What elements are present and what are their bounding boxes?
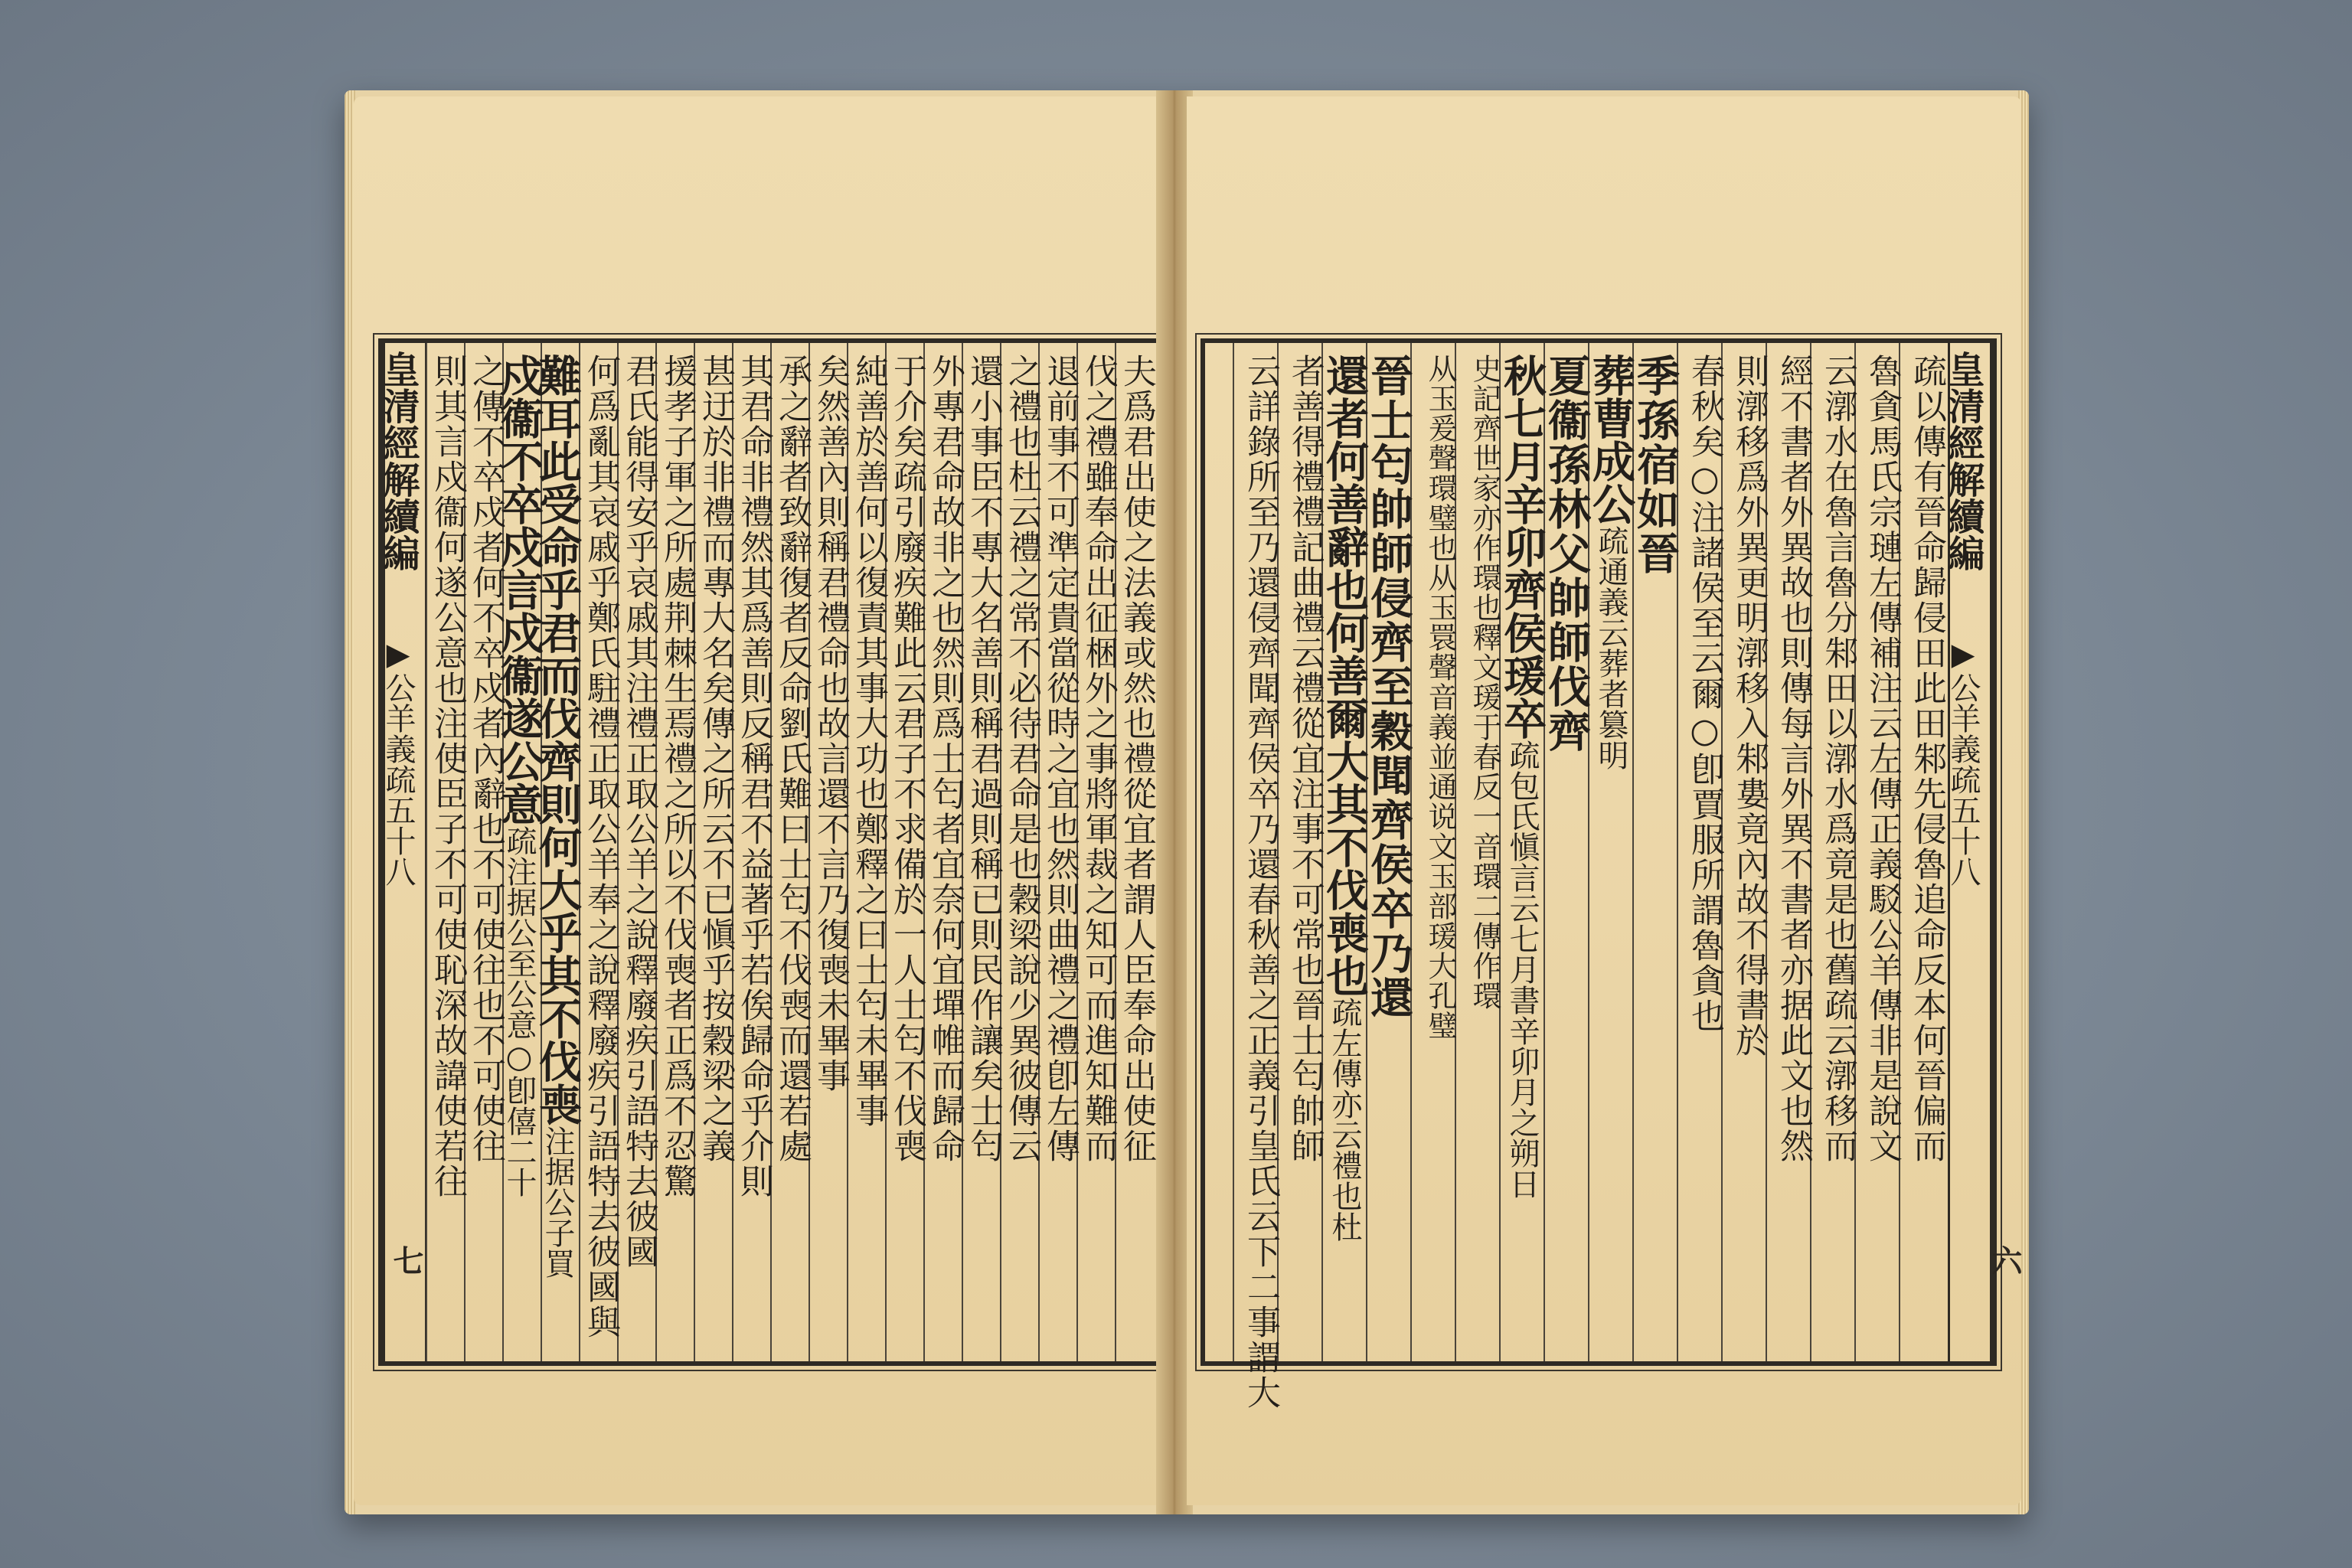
left-running-title xyxy=(377,343,427,1361)
left-text-column: 君氏能得安乎哀戚其注禮正取公羊之說釋廢疾引語特去彼國 xyxy=(617,343,655,1361)
left-text-frame xyxy=(378,338,1162,1366)
right-commentary-text: 疏通義云葬者篡明 xyxy=(1593,525,1628,770)
right-text-column: 夏衞孫林父帥師伐齊 xyxy=(1544,343,1588,1361)
right-text-column: 則漷移爲外異更明漷移入邾婁竟內故不得書於 xyxy=(1721,343,1766,1361)
right-page xyxy=(1187,96,2021,1505)
right-running-title xyxy=(1942,343,1992,1361)
left-text-column: 退前事不可準定貴當從時之宜也然則曲禮之禮卽左傳 xyxy=(1038,343,1076,1361)
left-text-column: 援孝子軍之所處荆棘生焉禮之所以不伐喪者正爲不忍驚 xyxy=(655,343,694,1361)
left-text-column: 伐之禮雖奉命出征梱外之事將軍裁之知可而進知難而 xyxy=(1076,343,1115,1361)
left-commentary-text: 注据公子買 xyxy=(540,1125,575,1279)
left-text-column: 之禮也杜云禮之常不必待君命是也穀梁說少異彼傳云 xyxy=(1000,343,1038,1361)
right-text-column: 者善得禮禮記曲禮云禮從宜注事不可常也晉士匄帥師 xyxy=(1277,343,1321,1361)
right-text-column xyxy=(1319,343,1370,1361)
right-commentary-text: 疏左傳亦云禮也杜 xyxy=(1327,997,1362,1242)
right-text-column: 史記齊世家亦作環也釋文瑗于春反一音環二傳作環 xyxy=(1455,343,1499,1361)
left-text-column: 則其言戍衞何遂公意也注使臣子不可使恥深故諱使若往 xyxy=(426,343,464,1361)
left-running-title-text: 皇清經解續編 xyxy=(377,351,420,571)
right-text-frame xyxy=(1200,338,1997,1410)
left-running-subtitle: ▶公羊義疏五十八 xyxy=(381,637,416,887)
left-text-column: 外專君命故非之也然則爲士匄者宜奈何宜墠帷而歸命 xyxy=(923,343,962,1361)
right-text-column xyxy=(1497,343,1547,1361)
right-text-column: 經不書者外異故也則傳每言外異不書者亦据此文也然 xyxy=(1766,343,1810,1361)
left-folio: 七 xyxy=(388,1245,424,1276)
left-text-column: 于介矣疏引廢疾難此云君子不求備於一人士匄不伐喪 xyxy=(885,343,923,1361)
right-running-title-text: 皇清經解續編 xyxy=(1942,351,1984,571)
right-text-column: 晉士匄帥師侵齊至穀聞齊侯卒乃還 xyxy=(1366,343,1410,1361)
left-page xyxy=(354,96,1161,1505)
right-text-column xyxy=(1586,343,1636,1361)
left-text-column xyxy=(494,343,544,1361)
left-commentary-text: 疏注据公至公意○卽僖二十 xyxy=(501,825,537,1197)
right-main-text: 秋七月辛卯齊侯瑗卒 xyxy=(1497,354,1547,740)
right-text-column: 魯貪馬氏宗璉左傳補注云左傳正義駁公羊傳非是說文 xyxy=(1854,343,1899,1361)
left-text-column: 承之辭者致辭復者反命劉氏難曰士匄不伐喪而還若處 xyxy=(770,343,808,1361)
right-text-column: 云漷水在魯言魯分邾田以漷水爲竟是也舊疏云漷移而 xyxy=(1810,343,1854,1361)
right-text-column: 季孫宿如晉 xyxy=(1632,343,1677,1361)
right-text-column: 云詳錄所至乃還侵齊聞齊侯卒乃還春秋善之正義引皇氏云下二事謂大 xyxy=(1233,343,1277,1361)
right-main-text: 還者何善辭也何善爾大其不伐喪也 xyxy=(1319,354,1370,997)
right-text-column: 春秋矣○注諸侯至云爾○卽賈服所謂魯貪也 xyxy=(1677,343,1721,1361)
left-text-column: 純善於善何以復責其事大功也鄭釋之曰士匄未畢事 xyxy=(847,343,885,1361)
left-text-column: 甚迂於非禮而專大名矣傳之所云不已愼乎按穀梁之義 xyxy=(694,343,732,1361)
right-running-subtitle: ▶公羊義疏五十八 xyxy=(1945,637,1981,887)
right-text-column: 从玉爰聲環璧也从玉睘聲音義並通说文玉部瑗大孔璧 xyxy=(1410,343,1455,1361)
right-main-text: 葬曹成公 xyxy=(1586,354,1636,525)
left-text-column: 矣然善內則稱君禮命也故言還不言乃復喪未畢事 xyxy=(808,343,847,1361)
left-main-text: 難耳此受命乎君而伐齊則何大乎其不伐喪 xyxy=(532,354,583,1125)
right-text-column: 疏以傳有晉命歸侵田此田邾先侵魯追命反本何晉偏而 xyxy=(1899,343,1943,1361)
left-text-column: 夫爲君出使之法義或然也禮從宜者謂人臣奉命出使征 xyxy=(1115,343,1153,1361)
open-book xyxy=(345,90,2029,1514)
right-folio: 六 xyxy=(1987,1245,2023,1276)
left-text-column xyxy=(532,343,583,1361)
left-text-column: 何爲亂其哀戚乎鄭氏駐禮正取公羊奉之說釋廢疾引語特去彼國與 xyxy=(579,343,617,1361)
left-text-column: 其君命非禮然其爲善則反稱君不益著乎若俟歸命乎介則 xyxy=(732,343,770,1361)
right-commentary-text: 疏包氏愼言云七月書辛卯月之朔日 xyxy=(1504,740,1540,1199)
left-text-column: 之傳不卒戍者何不卒戍者內辭也不可使往也不可使往 xyxy=(464,343,502,1361)
left-main-text: 戍衞不卒戍言戍衞遂公意 xyxy=(494,354,544,825)
left-text-column: 還小事臣不專大名善則稱君過則稱已則民作讓矣士匄 xyxy=(962,343,1000,1361)
